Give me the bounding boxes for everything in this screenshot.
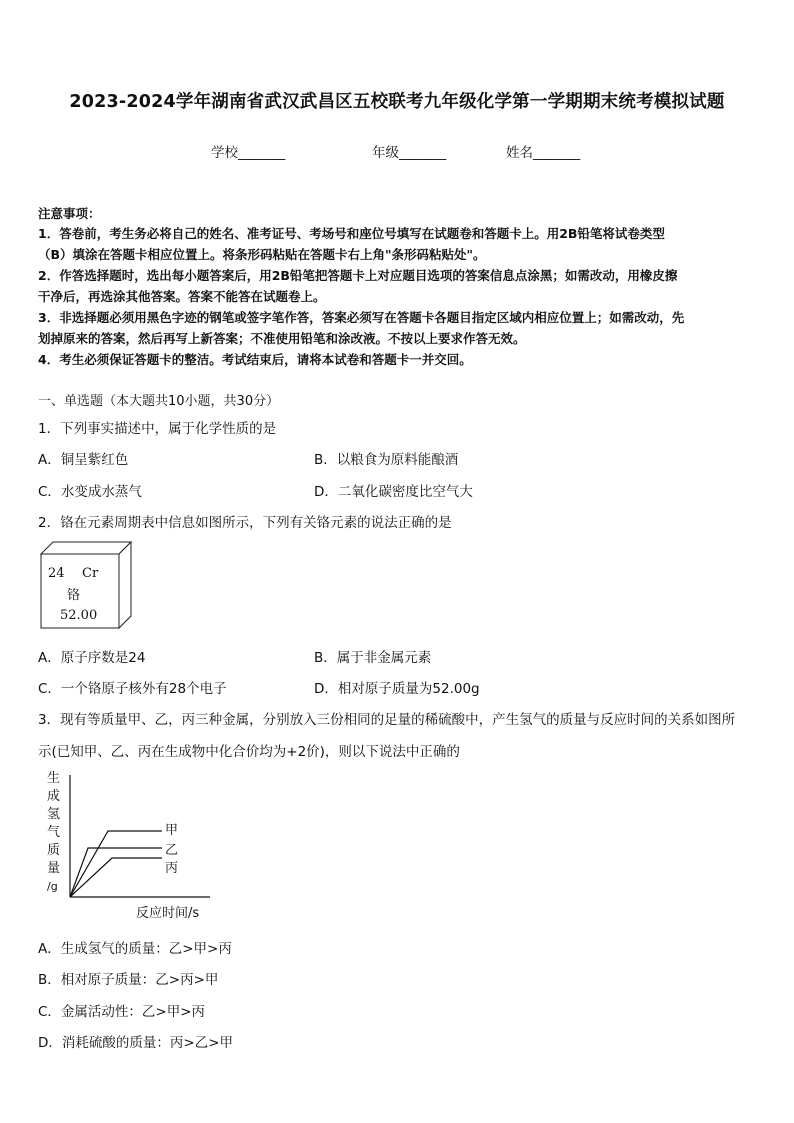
grade-blank: _______ — [399, 145, 447, 161]
notice-heading: 注意事项： — [38, 206, 101, 221]
series-line-0 — [70, 831, 162, 897]
q3-option-a: A．生成氢气的质量：乙>甲>丙 — [38, 941, 232, 957]
notice-line: （B）填涂在答题卡相应位置上。将条形码粘贴在答题卡右上角"条形码粘贴处"。 — [38, 247, 486, 262]
name-label: 姓名 — [506, 145, 533, 161]
notice-line: 1．答卷前，考生务必将自己的姓名、准考证号、考场号和座位号填写在试题卷和答题卡上。用2B铅笔将试卷类型 — [38, 226, 665, 241]
q3-option-c: C．金属活动性：乙>甲>丙 — [38, 1004, 206, 1020]
series-label-jia: 甲 — [165, 823, 179, 838]
q1-stem: 1．下列事实描述中，属于化学性质的是 — [38, 421, 277, 437]
notice-line: 3．非选择题必须用黑色字迹的钢笔或签字笔作答，答案必须写在答题卡各题目指定区域内相应位置上；如需改动，先 — [38, 310, 685, 325]
grade-label: 年级 — [372, 145, 399, 161]
notice-line: 2．作答选择题时，选出每小题答案后，用2B铅笔把答题卡上对应题目选项的答案信息点涂黑；如需改动，用橡皮擦 — [38, 268, 678, 283]
q2-option-a: A．原子序数是24 — [38, 650, 146, 666]
element-name: 铬 — [67, 588, 81, 603]
y-label-char: 生 — [47, 771, 61, 786]
series-label-yi: 乙 — [165, 843, 179, 858]
q2-stem: 2．铬在元素周期表中信息如图所示，下列有关铬元素的说法正确的是 — [38, 515, 452, 531]
y-label-char: /g — [47, 880, 58, 893]
y-label-char: 气 — [47, 825, 61, 840]
section-heading: 一、单选题（本大题共10小题，共30分） — [38, 394, 280, 409]
school-field — [211, 141, 285, 161]
q1-option-b: B．以粮食为原料能酿酒 — [314, 452, 459, 468]
reaction-chart — [60, 775, 220, 905]
name-field — [506, 141, 580, 161]
chart-x-label: 反应时间/s — [136, 906, 200, 921]
element-atomic-number: 24 — [48, 566, 65, 581]
element-symbol: Cr — [82, 566, 99, 581]
q3-option-b: B．相对原子质量：乙>丙>甲 — [38, 972, 219, 988]
q3-stem-line2: 示(已知甲、乙、丙在生成物中化合价均为+2价)，则以下说法中正确的 — [38, 744, 460, 760]
notice-line: 划掉原来的答案，然后再写上新答案；不准使用铅笔和涂改液。不按以上要求作答无效。 — [38, 331, 526, 346]
y-label-char: 成 — [47, 789, 61, 804]
q3-stem-line1: 3．现有等质量甲、乙，丙三种金属，分别放入三份相同的足量的稀硫酸中，产生氢气的质量与反应时间的关系如图所 — [38, 712, 736, 728]
q1-option-a: A．铜呈紫红色 — [38, 452, 129, 468]
name-blank: _______ — [533, 145, 581, 161]
element-mass: 52.00 — [60, 608, 98, 623]
notice-line: 干净后，再选涂其他答案。答案不能答在试题卷上。 — [38, 289, 326, 304]
q2-option-b: B．属于非金属元素 — [314, 650, 432, 666]
notice-line: 4．考生必须保证答题卡的整洁。考试结束后，请将本试卷和答题卡一并交回。 — [38, 352, 472, 367]
q1-option-c: C．水变成水蒸气 — [38, 484, 142, 500]
school-blank: _______ — [238, 145, 286, 161]
q2-option-c: C．一个铬原子核外有28个电子 — [38, 681, 227, 697]
page-title: 2023-2024学年湖南省武汉武昌区五校联考九年级化学第一学期期末统考模拟试题 — [69, 92, 725, 112]
y-label-char: 质 — [47, 843, 61, 858]
y-label-char: 氢 — [47, 807, 61, 822]
school-label: 学校 — [211, 145, 238, 161]
y-label-char: 量 — [47, 861, 61, 876]
q1-option-d: D．二氧化碳密度比空气大 — [314, 484, 473, 500]
series-line-2 — [70, 858, 162, 897]
grade-field — [372, 141, 446, 161]
series-label-bing: 丙 — [165, 861, 179, 876]
q3-option-d: D．消耗硫酸的质量：丙>乙>甲 — [38, 1035, 234, 1051]
chart-y-label — [47, 770, 61, 896]
q2-option-d: D．相对原子质量为52.00g — [314, 681, 480, 697]
